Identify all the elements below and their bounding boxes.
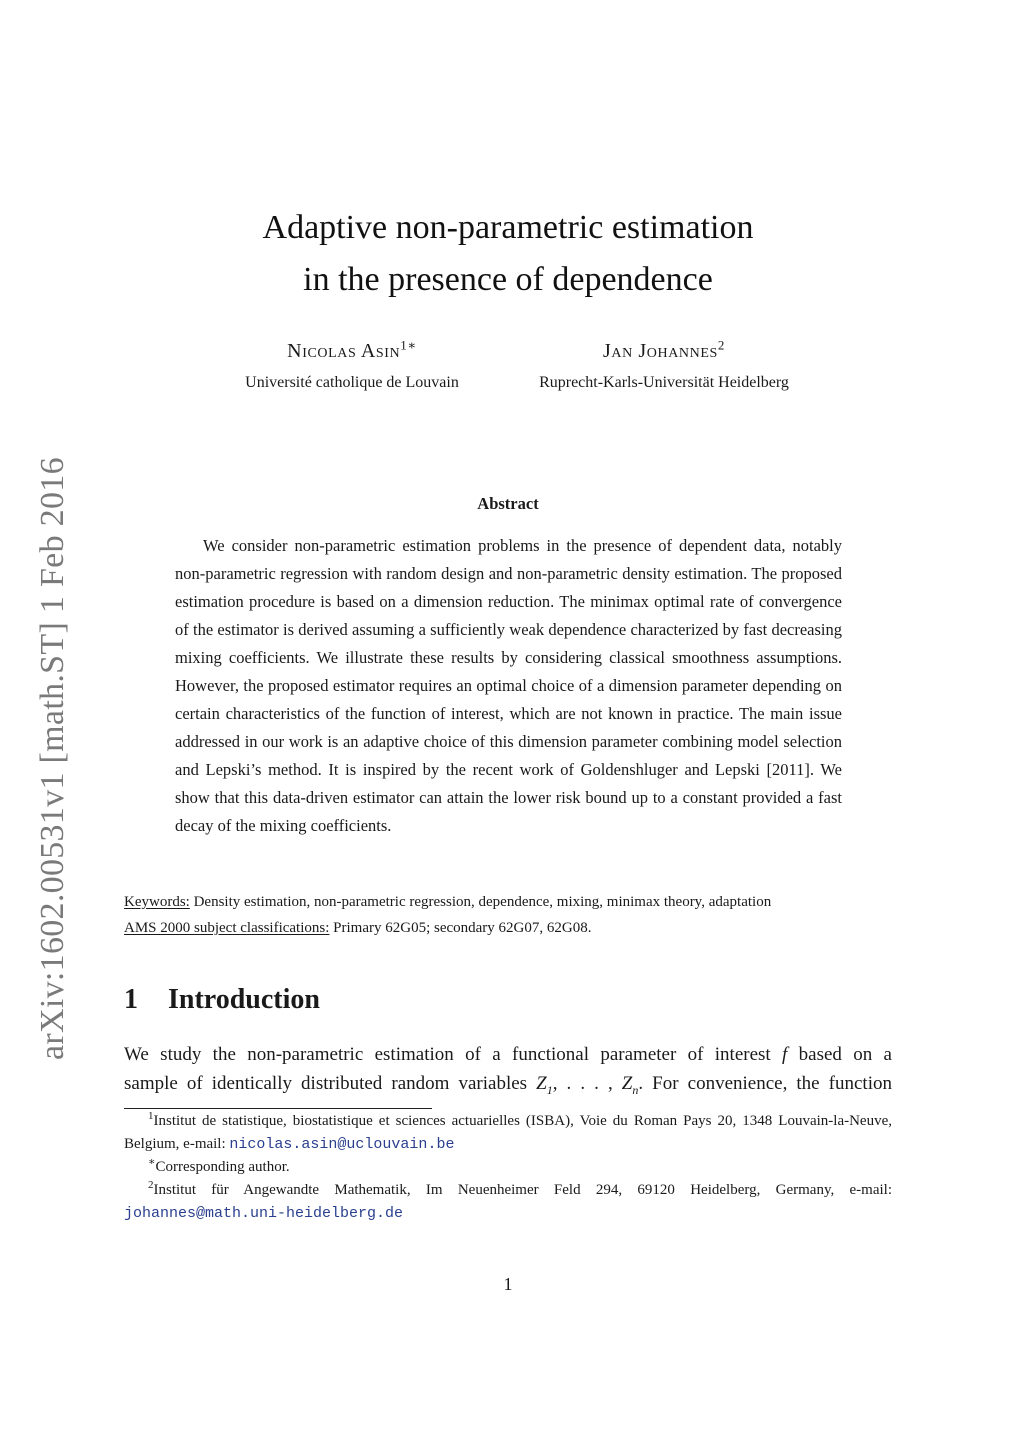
intro-line-2: sample of identically distributed random variables $Z_1$, . . . , $Z_n$. For convenience, the function bbox=[124, 1073, 892, 1097]
email-link-johannes[interactable]: johannes@math.uni-heidelberg.de bbox=[124, 1205, 404, 1222]
keywords-line bbox=[124, 889, 894, 915]
footnote-corresponding: ∗Corresponding author. bbox=[148, 1156, 290, 1175]
ams-classification-line bbox=[124, 915, 894, 941]
author-name-johannes: Jan Johannes$^2$ bbox=[603, 337, 725, 362]
author-block-asin bbox=[222, 338, 482, 394]
math-zn: $Z_n$ bbox=[621, 1073, 639, 1097]
keywords-text: Density estimation, non-parametric regression, dependence, mixing, minimax theory, adaptation bbox=[189, 894, 772, 910]
author-affiliation-johannes: Ruprecht-Karls-Universität Heidelberg bbox=[539, 374, 789, 391]
intro-line-1: We study the non-parametric estimation of a functional parameter of interest f based on a bbox=[124, 1044, 892, 1065]
author-mark-asin: 1∗ bbox=[400, 337, 417, 353]
abstract-body: We consider non-parametric estimation problems in the presence of dependent data, notably non-parametric regression with random design and non-parametric density estimation. The proposed estimation procedure is based on a dimension reduction. The minimax optimal rate of convergence of the estimator is derived assuming a sufficiently weak dependence characterized by fast decreasing mixing coefficients. We illustrate these results by considering classical smoothness assumptions. However, the proposed estimator requires an optimal choice of a dimension parameter depending on certain characteristics of the function of interest, which are not known in practice. The main issue addressed in our work is an adaptive choice of this dimension parameter combining model selection and Lepski’s method. It is inspired by the recent work of Goldenshluger and Lepski [2011]. We show that this data-driven estimator can attain the lower risk bound up to a constant provided a fast decay of the mixing coefficients. bbox=[175, 536, 842, 835]
abstract-heading: Abstract bbox=[477, 494, 539, 513]
section-title: Introduction bbox=[168, 984, 320, 1015]
author-block-johannes bbox=[508, 338, 820, 394]
section-number: 1 bbox=[124, 984, 138, 1015]
keywords-label: Keywords: bbox=[124, 894, 190, 910]
section-heading-introduction bbox=[124, 982, 320, 1018]
keywords-block bbox=[124, 889, 894, 941]
arxiv-identifier-stamp: arXiv:1602.00531v1 [math.ST] 1 Feb 2016 bbox=[34, 457, 71, 1060]
footnote-1: $^1$Institut de statistique, biostatistique et sciences actuarielles (ISBA), Voie du Roman Pays 20, 1348 Louvain-la-Neuve, Belgium, e-mail: nicolas.asin@uclouvain.be bbox=[124, 1110, 892, 1153]
author-affiliation-asin: Université catholique de Louvain bbox=[245, 374, 459, 391]
footnote-rule bbox=[124, 1108, 432, 1109]
author-mark-johannes: 2 bbox=[717, 337, 725, 353]
page-number: 1 bbox=[503, 1274, 513, 1294]
email-link-asin[interactable]: nicolas.asin@uclouvain.be bbox=[229, 1136, 455, 1153]
math-z1: $Z_1$ bbox=[536, 1073, 553, 1097]
title-line-1: Adaptive non-parametric estimation bbox=[262, 209, 754, 246]
author-name-asin: Nicolas Asin$^{1∗}$ bbox=[287, 337, 417, 362]
footnote-2: $^2$Institut für Angewandte Mathematik, Im Neuenheimer Feld 294, 69120 Heidelberg, Germany, e-mail: johannes@math.uni-heidelberg.de bbox=[124, 1179, 892, 1222]
title-line-2: in the presence of dependence bbox=[303, 261, 713, 298]
footnotes bbox=[124, 1110, 892, 1225]
ams-text: Primary 62G05; secondary 62G07, 62G08. bbox=[329, 920, 592, 936]
ams-label: AMS 2000 subject classifications: bbox=[124, 920, 330, 936]
math-f: f bbox=[782, 1044, 788, 1065]
introduction-paragraph bbox=[124, 1040, 892, 1098]
paper-title bbox=[0, 202, 1016, 306]
